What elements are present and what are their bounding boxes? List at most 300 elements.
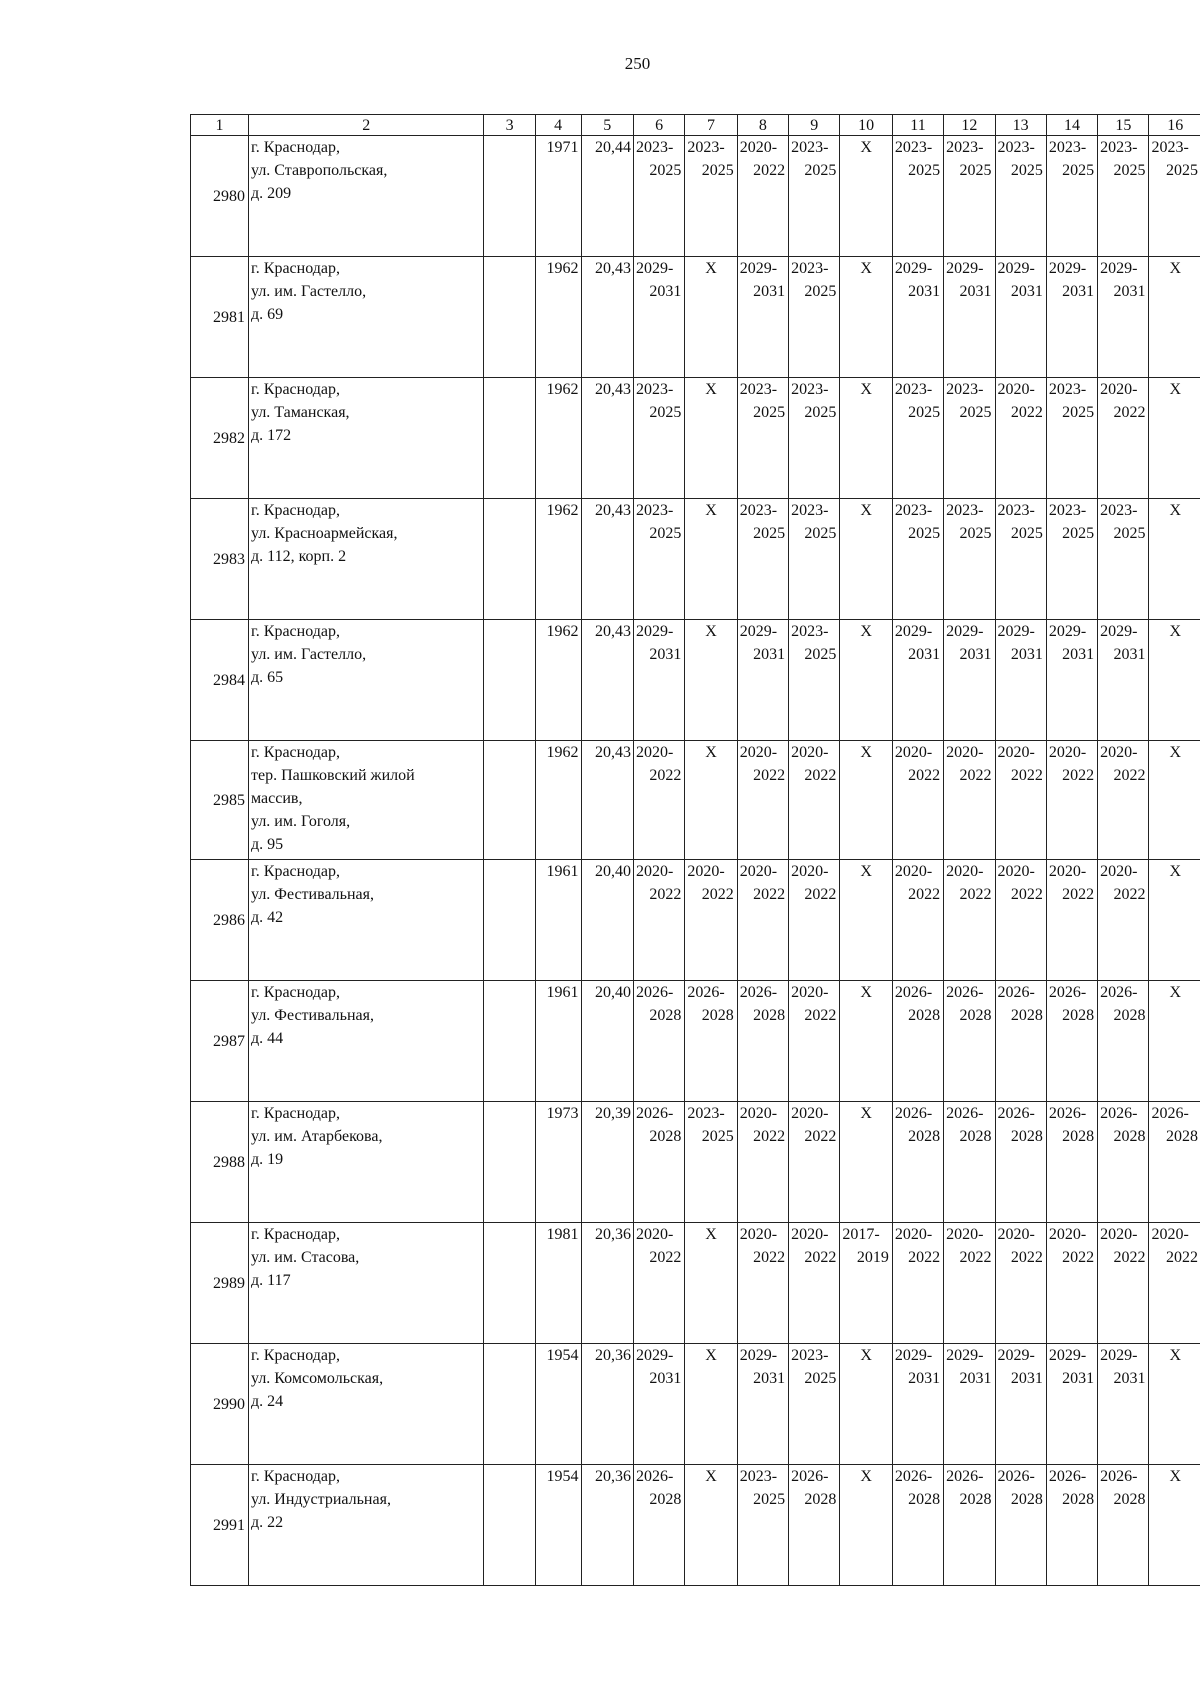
year-cell: 1971 (535, 136, 581, 257)
period-start: 2020- (739, 863, 778, 880)
period-end: 2022 (753, 1128, 786, 1145)
period-cell (789, 1344, 840, 1465)
period-end: 2028 (1010, 1128, 1043, 1145)
column-header: 3 (484, 115, 535, 136)
address-line: ул. Фестивальная, (251, 886, 374, 903)
period-end: 2031 (1010, 1370, 1043, 1387)
period-start: 2029- (997, 1347, 1035, 1364)
period-cell (892, 1102, 943, 1223)
period-cell: Х (685, 257, 737, 378)
year-cell: 1962 (535, 378, 581, 499)
address-line: г. Краснодар, (251, 984, 340, 1001)
table-row (191, 257, 1200, 378)
period-start: 2023- (997, 139, 1035, 156)
period-end: 2022 (1113, 767, 1146, 784)
period-cell (789, 860, 840, 981)
period-end: 2022 (649, 767, 682, 784)
period-cell (1098, 1102, 1149, 1223)
period-start: 2023- (791, 502, 829, 519)
column-header: 7 (685, 115, 737, 136)
period-cell (944, 499, 995, 620)
period-cell: Х (840, 860, 892, 981)
period-start: 2023- (739, 381, 778, 398)
period-cell (995, 741, 1046, 860)
period-end: 2025 (1010, 525, 1043, 542)
period-cell (1046, 1223, 1097, 1344)
period-start: 2020- (997, 1226, 1035, 1243)
period-start: 2020- (1100, 863, 1138, 880)
period-start: 2029- (894, 623, 933, 640)
period-cell (892, 860, 943, 981)
address-line: г. Краснодар, (251, 1468, 340, 1485)
column-header: 11 (892, 115, 943, 136)
period-end: 2025 (1062, 404, 1095, 421)
period-start: 2020- (635, 744, 674, 761)
address-cell (249, 378, 484, 499)
period-start: 2020- (1100, 744, 1138, 761)
period-start: 2029- (946, 623, 984, 640)
column-header: 4 (535, 115, 581, 136)
period-start: 2020- (791, 1105, 829, 1122)
period-cell (892, 257, 943, 378)
period-start: 2026- (894, 1468, 933, 1485)
period-cell (840, 1223, 892, 1344)
period-end: 2028 (649, 1007, 682, 1024)
period-start: 2026- (997, 1105, 1035, 1122)
period-cell (789, 981, 840, 1102)
period-end: 2022 (804, 1249, 837, 1266)
period-cell (892, 620, 943, 741)
period-end: 2025 (804, 283, 837, 300)
row-number: 2985 (191, 741, 249, 860)
period-cell (1046, 136, 1097, 257)
period-cell (737, 1344, 788, 1465)
row-number: 2984 (191, 620, 249, 741)
period-end: 2025 (804, 1370, 837, 1387)
period-cell (789, 499, 840, 620)
period-end: 2028 (1113, 1491, 1146, 1508)
table-row (191, 860, 1200, 981)
period-cell: Х (840, 741, 892, 860)
address-line: д. 112, корп. 2 (251, 548, 347, 565)
period-end: 2031 (649, 283, 682, 300)
column-header: 13 (995, 115, 1046, 136)
period-cell: Х (685, 378, 737, 499)
period-start: 2029- (635, 260, 674, 277)
address-cell (249, 620, 484, 741)
column-header: 10 (840, 115, 892, 136)
period-end: 2025 (1062, 525, 1095, 542)
period-cell: Х (840, 981, 892, 1102)
address-line: ул. Комсомольская, (251, 1370, 384, 1387)
period-cell (633, 499, 684, 620)
period-cell (789, 136, 840, 257)
address-line: д. 19 (251, 1151, 284, 1168)
period-end: 2025 (804, 162, 837, 179)
period-cell: Х (1149, 860, 1200, 981)
period-cell (995, 1344, 1046, 1465)
period-cell (789, 1223, 840, 1344)
period-start: 2020- (997, 381, 1035, 398)
address-line: д. 69 (251, 306, 284, 323)
period-start: 2020- (894, 744, 933, 761)
period-cell (995, 136, 1046, 257)
period-cell (1149, 1223, 1200, 1344)
period-start: 2020- (739, 1105, 778, 1122)
address-line: г. Краснодар, (251, 863, 340, 880)
period-cell (1098, 860, 1149, 981)
period-end: 2028 (908, 1007, 941, 1024)
address-line: д. 24 (251, 1393, 284, 1410)
period-end: 2022 (1010, 886, 1043, 903)
column-header: 14 (1046, 115, 1097, 136)
period-cell (995, 499, 1046, 620)
year-cell: 1954 (535, 1344, 581, 1465)
period-start: 2023- (946, 381, 984, 398)
table-row (191, 378, 1200, 499)
period-start: 2023- (687, 1105, 725, 1122)
period-end: 2022 (908, 1249, 941, 1266)
period-cell: Х (1149, 620, 1200, 741)
period-end: 2031 (1062, 1370, 1095, 1387)
address-line: ул. Фестивальная, (251, 1007, 374, 1024)
period-start: 2020- (1100, 381, 1138, 398)
address-cell (249, 499, 484, 620)
address-line: ул. Индустриальная, (251, 1491, 391, 1508)
period-end: 2028 (1113, 1128, 1146, 1145)
period-start: 2020- (791, 984, 829, 1001)
period-end: 2025 (649, 525, 682, 542)
period-start: 2020- (739, 139, 778, 156)
period-end: 2025 (1166, 162, 1198, 179)
period-start: 2020- (894, 1226, 933, 1243)
period-end: 2028 (1113, 1007, 1146, 1024)
period-start: 2026- (997, 1468, 1035, 1485)
period-cell (1046, 981, 1097, 1102)
period-end: 2031 (908, 646, 941, 663)
period-start: 2026- (791, 1468, 829, 1485)
period-cell (1046, 1465, 1097, 1586)
period-end: 2022 (649, 886, 682, 903)
period-cell: Х (685, 620, 737, 741)
period-cell (633, 136, 684, 257)
period-cell (944, 620, 995, 741)
period-cell (1098, 378, 1149, 499)
period-start: 2023- (791, 623, 829, 640)
column-header: 12 (944, 115, 995, 136)
period-end: 2022 (701, 886, 734, 903)
period-cell: Х (840, 1465, 892, 1586)
address-line: ул. им. Гастелло, (251, 283, 367, 300)
period-end: 2025 (1113, 162, 1146, 179)
period-start: 2026- (1048, 984, 1087, 1001)
period-end: 2022 (649, 1249, 682, 1266)
period-end: 2022 (1010, 404, 1043, 421)
period-cell (1098, 1344, 1149, 1465)
period-end: 2028 (1062, 1491, 1095, 1508)
period-start: 2026- (1048, 1468, 1087, 1485)
period-cell: Х (1149, 1465, 1200, 1586)
period-end: 2031 (1113, 646, 1146, 663)
empty-cell (484, 860, 535, 981)
address-line: ул. им. Стасова, (251, 1249, 360, 1266)
address-cell (249, 1102, 484, 1223)
period-start: 2020- (997, 863, 1035, 880)
period-start: 2029- (635, 1347, 674, 1364)
period-start: 2023- (894, 139, 933, 156)
period-end: 2025 (908, 162, 941, 179)
period-start: 2029- (739, 260, 778, 277)
period-cell: Х (685, 1344, 737, 1465)
period-end: 2028 (1010, 1491, 1043, 1508)
period-end: 2025 (804, 404, 837, 421)
period-cell (892, 1223, 943, 1344)
period-cell: Х (1149, 741, 1200, 860)
period-start: 2020- (894, 863, 933, 880)
period-cell (737, 136, 788, 257)
address-line: д. 172 (251, 427, 292, 444)
period-end: 2025 (701, 162, 734, 179)
period-end: 2025 (649, 404, 682, 421)
period-end: 2022 (1113, 1249, 1146, 1266)
period-start: 2023- (894, 381, 933, 398)
period-cell (685, 1102, 737, 1223)
period-cell (789, 620, 840, 741)
period-end: 2022 (753, 886, 786, 903)
period-end: 2025 (753, 404, 786, 421)
period-end: 2028 (908, 1491, 941, 1508)
period-start: 2020- (791, 863, 829, 880)
period-cell (995, 620, 1046, 741)
period-cell (737, 1102, 788, 1223)
period-end: 2022 (1062, 767, 1095, 784)
period-start: 2023- (1048, 139, 1087, 156)
period-cell (995, 257, 1046, 378)
period-end: 2022 (1062, 1249, 1095, 1266)
period-end: 2022 (959, 886, 992, 903)
period-cell (995, 378, 1046, 499)
period-start: 2020- (739, 1226, 778, 1243)
period-cell: Х (685, 499, 737, 620)
period-end: 2031 (649, 646, 682, 663)
period-cell (789, 741, 840, 860)
period-end: 2022 (804, 1128, 837, 1145)
period-cell (944, 136, 995, 257)
period-end: 2025 (908, 525, 941, 542)
period-cell (1098, 257, 1149, 378)
address-cell (249, 1465, 484, 1586)
address-line: д. 117 (251, 1272, 291, 1289)
page-number: 250 (624, 54, 651, 73)
period-start: 2023- (739, 1468, 778, 1485)
period-cell (737, 1465, 788, 1586)
value-cell: 20,40 (581, 981, 633, 1102)
address-line: г. Краснодар, (251, 381, 340, 398)
period-start: 2020- (946, 1226, 984, 1243)
period-end: 2031 (1113, 1370, 1146, 1387)
period-start: 2023- (1048, 502, 1087, 519)
row-number: 2991 (191, 1465, 249, 1586)
period-start: 2029- (739, 1347, 778, 1364)
period-start: 2026- (1100, 1105, 1138, 1122)
address-cell (249, 136, 484, 257)
period-cell (1046, 378, 1097, 499)
period-end: 2025 (1010, 162, 1043, 179)
period-cell (633, 1465, 684, 1586)
period-start: 2023- (1100, 139, 1138, 156)
period-end: 2022 (753, 162, 786, 179)
period-start: 2023- (791, 1347, 829, 1364)
period-start: 2020- (1048, 744, 1087, 761)
period-cell (995, 981, 1046, 1102)
address-line: г. Краснодар, (251, 1347, 340, 1364)
period-end: 2025 (1113, 525, 1146, 542)
period-cell (944, 1344, 995, 1465)
period-start: 2029- (1048, 623, 1087, 640)
address-line: д. 42 (251, 909, 284, 926)
period-start: 2026- (1048, 1105, 1087, 1122)
period-cell (737, 860, 788, 981)
period-end: 2022 (804, 1007, 837, 1024)
period-cell (944, 378, 995, 499)
period-start: 2026- (635, 1468, 674, 1485)
period-cell (1098, 981, 1149, 1102)
period-start: 2029- (894, 260, 933, 277)
year-cell: 1973 (535, 1102, 581, 1223)
address-cell (249, 860, 484, 981)
address-line: г. Краснодар, (251, 1105, 340, 1122)
period-end: 2022 (1010, 767, 1043, 784)
period-end: 2025 (753, 525, 786, 542)
period-cell: Х (840, 1344, 892, 1465)
period-start: 2023- (946, 139, 984, 156)
period-start: 2023- (635, 139, 674, 156)
period-cell (1098, 1223, 1149, 1344)
empty-cell (484, 257, 535, 378)
period-cell (737, 620, 788, 741)
column-header: 1 (191, 115, 249, 136)
empty-cell (484, 620, 535, 741)
address-line: ул. им. Гастелло, (251, 646, 367, 663)
period-start: 2029- (1100, 1347, 1138, 1364)
period-end: 2022 (1113, 404, 1146, 421)
period-start: 2020- (687, 863, 725, 880)
period-end: 2031 (753, 1370, 786, 1387)
value-cell: 20,44 (581, 136, 633, 257)
period-end: 2022 (1010, 1249, 1043, 1266)
row-number: 2980 (191, 136, 249, 257)
period-start: 2023- (635, 502, 674, 519)
period-cell (1046, 741, 1097, 860)
period-start: 2020- (739, 744, 778, 761)
table-row (191, 1344, 1200, 1465)
period-start: 2017- (842, 1226, 880, 1243)
period-start: 2020- (1151, 1226, 1189, 1243)
period-cell (944, 860, 995, 981)
column-header: 16 (1149, 115, 1200, 136)
period-cell (944, 257, 995, 378)
period-start: 2026- (946, 984, 984, 1001)
address-cell (249, 1344, 484, 1465)
address-line: д. 65 (251, 669, 284, 686)
period-start: 2020- (1048, 1226, 1087, 1243)
address-cell (249, 257, 484, 378)
period-cell (633, 1223, 684, 1344)
period-end: 2022 (908, 767, 941, 784)
period-cell: Х (840, 1102, 892, 1223)
address-line: ул. Красноармейская, (251, 525, 398, 542)
period-cell (737, 257, 788, 378)
value-cell: 20,36 (581, 1223, 633, 1344)
period-cell (944, 1102, 995, 1223)
year-cell: 1962 (535, 620, 581, 741)
period-cell (892, 981, 943, 1102)
period-end: 2028 (1010, 1007, 1043, 1024)
year-cell: 1961 (535, 981, 581, 1102)
period-end: 2025 (804, 646, 837, 663)
value-cell: 20,43 (581, 378, 633, 499)
address-line: г. Краснодар, (251, 139, 340, 156)
period-end: 2025 (753, 1491, 786, 1508)
period-cell (789, 1465, 840, 1586)
period-cell (789, 257, 840, 378)
year-cell: 1962 (535, 257, 581, 378)
period-start: 2023- (1048, 381, 1087, 398)
address-line: ул. им. Гоголя, (251, 813, 351, 830)
period-cell: Х (685, 741, 737, 860)
period-cell (1046, 860, 1097, 981)
address-line: г. Краснодар, (251, 744, 340, 761)
period-end: 2031 (959, 283, 992, 300)
period-end: 2028 (1062, 1128, 1095, 1145)
period-end: 2025 (959, 404, 992, 421)
table-body (191, 136, 1200, 1586)
period-start: 2026- (635, 1105, 674, 1122)
period-cell (892, 499, 943, 620)
period-cell: Х (1149, 257, 1200, 378)
period-cell (633, 1102, 684, 1223)
address-line: массив, (251, 790, 303, 807)
period-cell: Х (840, 378, 892, 499)
address-line: г. Краснодар, (251, 1226, 340, 1243)
header-row (191, 115, 1200, 136)
period-start: 2026- (635, 984, 674, 1001)
period-cell: Х (840, 620, 892, 741)
period-end: 2028 (649, 1491, 682, 1508)
period-cell (995, 1102, 1046, 1223)
row-number: 2982 (191, 378, 249, 499)
period-start: 2023- (791, 260, 829, 277)
period-start: 2029- (1048, 1347, 1087, 1364)
period-cell (1098, 620, 1149, 741)
period-cell (737, 741, 788, 860)
row-number: 2987 (191, 981, 249, 1102)
empty-cell (484, 741, 535, 860)
period-cell (1149, 136, 1200, 257)
period-cell (633, 378, 684, 499)
period-end: 2028 (649, 1128, 682, 1145)
period-cell (685, 136, 737, 257)
period-start: 2029- (997, 623, 1035, 640)
period-end: 2031 (649, 1370, 682, 1387)
period-start: 2023- (997, 502, 1035, 519)
column-header: 6 (633, 115, 684, 136)
table-row (191, 1223, 1200, 1344)
period-start: 2020- (1100, 1226, 1138, 1243)
empty-cell (484, 499, 535, 620)
column-header: 15 (1098, 115, 1149, 136)
period-end: 2025 (959, 162, 992, 179)
